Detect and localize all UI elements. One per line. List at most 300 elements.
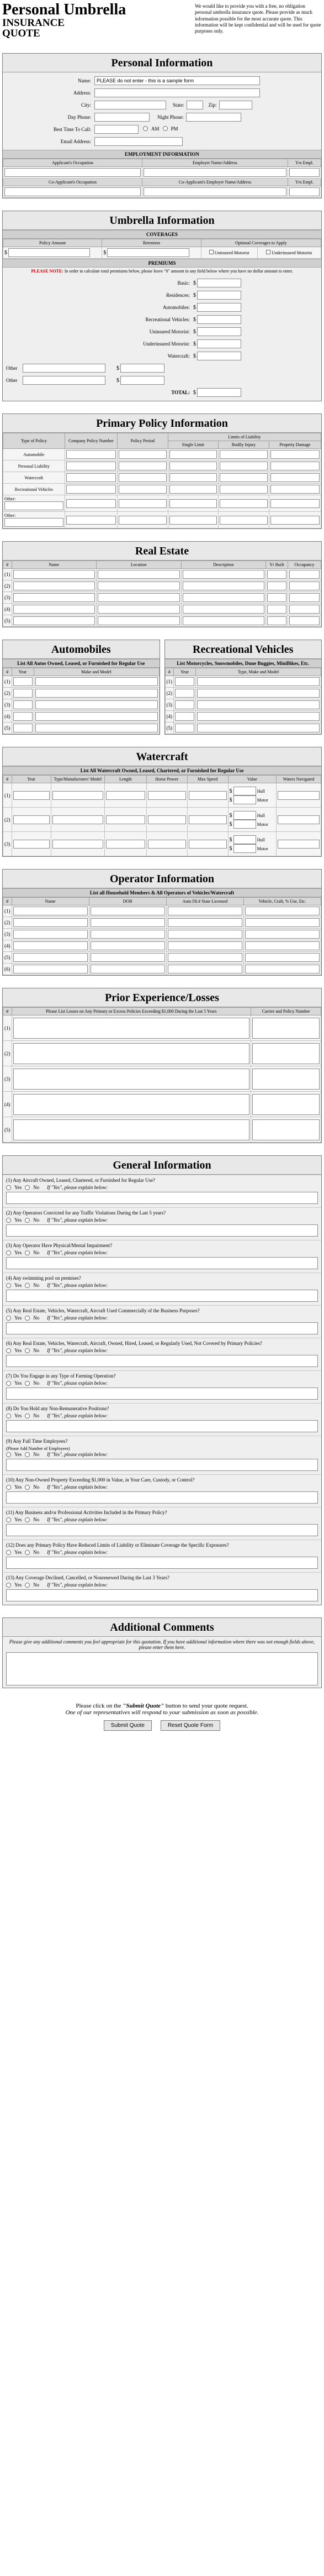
op-license-field[interactable] xyxy=(168,965,242,973)
wc-motor-value-field[interactable] xyxy=(233,795,256,804)
am-radio[interactable] xyxy=(143,126,148,131)
yes-radio[interactable] xyxy=(6,1348,11,1353)
op-dob-field[interactable] xyxy=(91,930,165,939)
explanation-textarea[interactable] xyxy=(6,1290,318,1302)
wc-motor-value-field[interactable] xyxy=(233,844,256,853)
question-text: (9) Any Full Time Employees? xyxy=(6,1438,68,1444)
retention-field[interactable] xyxy=(107,248,189,257)
re-occupancy-field[interactable] xyxy=(289,605,320,614)
primary-number-field[interactable] xyxy=(66,462,116,470)
auto-year-field[interactable] xyxy=(13,689,33,698)
premium-underinsured-field[interactable] xyxy=(197,339,241,348)
auto-year-field[interactable] xyxy=(13,700,33,709)
primary-number-field[interactable] xyxy=(66,499,116,508)
re-occupancy-field[interactable] xyxy=(289,582,320,590)
rv-col-index: # xyxy=(165,668,174,676)
wc-row-index: (3) xyxy=(3,832,12,856)
rv-row-index: (1) xyxy=(165,676,174,688)
primary-period-field[interactable] xyxy=(119,485,167,494)
primary-single-field[interactable] xyxy=(169,516,217,525)
comments-textarea[interactable] xyxy=(6,1652,318,1685)
premium-rv-field[interactable] xyxy=(197,315,241,324)
prior-col-index: # xyxy=(3,1008,12,1015)
rv-col-type: Type, Make and Model xyxy=(196,668,321,676)
rv-year-field[interactable] xyxy=(175,677,194,686)
op-name-field[interactable] xyxy=(13,941,88,950)
limit-col-bodily: Bodily Injury xyxy=(219,441,269,449)
primary-bodily-field[interactable] xyxy=(220,450,268,459)
no-label: No xyxy=(33,1380,40,1386)
rv-type-field[interactable] xyxy=(197,712,320,721)
wc-waters-field[interactable] xyxy=(278,840,320,849)
prior-loss-field[interactable] xyxy=(13,1043,250,1064)
explanation-textarea[interactable] xyxy=(6,1192,318,1204)
primary-row-label: Watercraft xyxy=(3,472,65,484)
wc-hull-label: Hull xyxy=(257,813,265,818)
op-vehicle-field[interactable] xyxy=(245,965,320,973)
wc-length-field[interactable] xyxy=(106,791,145,800)
title-line-1: Personal Umbrella xyxy=(2,1,126,18)
premium-uninsured-field[interactable] xyxy=(197,327,241,336)
premium-row: Uninsured Motorist: $ xyxy=(6,326,318,338)
personal-information-section xyxy=(2,53,322,198)
premium-label: Underinsured Motorist: xyxy=(143,341,190,347)
primary-property-field[interactable] xyxy=(270,516,320,525)
primary-bodily-field[interactable] xyxy=(220,473,268,482)
wc-waters-field[interactable] xyxy=(278,815,320,824)
wc-hp-field[interactable] xyxy=(148,815,186,824)
wc-hp-field[interactable] xyxy=(148,791,186,800)
primary-other-cell xyxy=(3,495,65,512)
zip-field[interactable] xyxy=(219,101,252,109)
no-radio[interactable] xyxy=(25,1316,30,1321)
co-applicant-employer-field[interactable] xyxy=(144,187,286,196)
submit-instruction-suffix: button to send your quote request. xyxy=(165,1703,248,1709)
premium-row: Underinsured Motorist: $ xyxy=(6,338,318,350)
wc-speed-field[interactable] xyxy=(189,840,227,849)
op-row-index: (6) xyxy=(3,964,12,975)
prior-loss-field[interactable] xyxy=(13,1094,250,1115)
auto-make-field[interactable] xyxy=(35,700,158,709)
wc-speed-field[interactable] xyxy=(189,791,227,800)
yes-no-row xyxy=(6,1380,318,1386)
yes-label: Yes xyxy=(14,1250,22,1255)
no-radio[interactable] xyxy=(25,1218,30,1223)
policy-amount-field[interactable] xyxy=(8,248,90,257)
premium-basic-field[interactable] xyxy=(197,279,241,287)
prior-col-carrier: Carrier and Policy Number xyxy=(251,1008,321,1015)
re-description-field[interactable] xyxy=(183,605,265,614)
primary-bodily-field[interactable] xyxy=(220,462,268,470)
rv-type-field[interactable] xyxy=(197,677,320,686)
op-license-field[interactable] xyxy=(168,941,242,950)
auto-col-index: # xyxy=(3,668,12,676)
question-block xyxy=(3,1175,321,1207)
wc-year-field[interactable] xyxy=(13,815,50,824)
night-phone-field[interactable] xyxy=(186,113,241,122)
email-row xyxy=(6,135,318,148)
re-description-field[interactable] xyxy=(183,593,265,602)
question-block xyxy=(3,1240,321,1273)
primary-bodily-field[interactable] xyxy=(220,485,268,494)
yes-label: Yes xyxy=(14,1517,22,1522)
prior-carrier-field[interactable] xyxy=(252,1094,320,1115)
no-radio[interactable] xyxy=(25,1185,30,1190)
yes-radio[interactable] xyxy=(6,1218,11,1223)
additional-comments-section xyxy=(2,1617,322,1688)
submit-quote-button[interactable]: Submit Quote xyxy=(104,1720,152,1731)
explanation-textarea[interactable] xyxy=(6,1322,318,1334)
no-radio[interactable] xyxy=(25,1413,30,1418)
explain-label: If "Yes", please explain below: xyxy=(47,1282,108,1288)
primary-property-field[interactable] xyxy=(270,450,320,459)
explanation-textarea[interactable] xyxy=(6,1589,318,1601)
primary-property-field[interactable] xyxy=(270,499,320,508)
no-radio[interactable] xyxy=(25,1381,30,1386)
title-line-2: INSURANCE xyxy=(2,17,65,29)
op-vehicle-field[interactable] xyxy=(245,941,320,950)
question-text: (2) Any Operators Convicted for any Traffic Violations During the Last 5 years? xyxy=(6,1210,166,1216)
op-dob-field[interactable] xyxy=(91,907,165,915)
question-block xyxy=(3,1436,321,1474)
primary-period-field[interactable] xyxy=(119,516,167,525)
pm-radio[interactable] xyxy=(163,126,168,131)
re-occupancy-field[interactable] xyxy=(289,616,320,625)
no-label: No xyxy=(33,1484,40,1490)
co-applicant-occupation-field[interactable] xyxy=(4,187,141,196)
prior-carrier-field[interactable] xyxy=(252,1069,320,1090)
primary-number-field[interactable] xyxy=(66,473,116,482)
name-label: Name: xyxy=(78,78,91,83)
applicant-years-field[interactable] xyxy=(289,168,320,177)
personal-section-title: Personal Information xyxy=(3,54,321,72)
co-applicant-years-field[interactable] xyxy=(289,187,320,196)
applicant-occupation-field[interactable] xyxy=(4,168,141,177)
no-radio[interactable] xyxy=(25,1550,30,1555)
coverages-table: Policy Amount Retention Optional Coverages to Apply $ $ Uninsured Motorist Underinsured Motorist xyxy=(3,239,321,259)
re-year-field[interactable] xyxy=(267,605,286,614)
yes-no-row xyxy=(6,1282,318,1288)
yes-radio[interactable] xyxy=(6,1452,11,1457)
wc-length-field[interactable] xyxy=(106,815,145,824)
applicant-employer-field[interactable] xyxy=(144,168,286,177)
wc-type-field[interactable] xyxy=(52,791,103,800)
prior-row-index: (1) xyxy=(3,1015,12,1041)
prior-losses-table xyxy=(3,1007,321,1143)
rv-year-field[interactable] xyxy=(175,689,194,698)
yes-radio[interactable] xyxy=(6,1381,11,1386)
yes-no-row xyxy=(6,1413,318,1418)
primary-period-field[interactable] xyxy=(119,450,167,459)
auto-make-field[interactable] xyxy=(35,724,158,732)
re-location-field[interactable] xyxy=(98,582,180,590)
premium-automobiles-field[interactable] xyxy=(197,303,241,312)
zip-label: Zip: xyxy=(208,102,217,108)
primary-other-field[interactable] xyxy=(4,518,63,527)
auto-year-field[interactable] xyxy=(13,724,33,732)
auto-make-field[interactable] xyxy=(35,677,158,686)
op-name-field[interactable] xyxy=(13,918,88,927)
rv-type-field[interactable] xyxy=(197,689,320,698)
re-occupancy-field[interactable] xyxy=(289,570,320,579)
premium-label: Automobiles: xyxy=(163,305,190,310)
premium-total-field[interactable] xyxy=(197,388,241,397)
limit-col-single: Single Limit xyxy=(168,441,218,449)
premium-other-row: Other $ xyxy=(6,374,318,386)
premium-other-row: Other $ xyxy=(6,362,318,374)
rv-year-field[interactable] xyxy=(175,712,194,721)
re-row-index: (2) xyxy=(3,580,12,592)
yes-radio[interactable] xyxy=(6,1550,11,1555)
yes-no-row xyxy=(6,1217,318,1223)
yes-radio[interactable] xyxy=(6,1283,11,1288)
prior-carrier-field[interactable] xyxy=(252,1043,320,1064)
other-desc-field-1[interactable] xyxy=(23,364,105,373)
premium-row: Automobiles: $ xyxy=(6,301,318,313)
rv-type-field[interactable] xyxy=(197,724,320,732)
auto-year-field[interactable] xyxy=(13,677,33,686)
op-vehicle-field[interactable] xyxy=(245,953,320,962)
no-label: No xyxy=(33,1517,40,1522)
wc-type-field[interactable] xyxy=(52,815,103,824)
op-name-field[interactable] xyxy=(13,965,88,973)
op-dob-field[interactable] xyxy=(91,965,165,973)
explanation-textarea[interactable] xyxy=(6,1257,318,1269)
primary-period-field[interactable] xyxy=(119,462,167,470)
rv-year-field[interactable] xyxy=(175,724,194,732)
premium-label: Watercraft: xyxy=(167,353,190,359)
submit-instruction xyxy=(2,1703,322,1709)
op-license-field[interactable] xyxy=(168,953,242,962)
explanation-textarea[interactable] xyxy=(6,1224,318,1237)
question-list xyxy=(3,1175,321,1605)
wc-motor-value-field[interactable] xyxy=(233,820,256,829)
yes-radio[interactable] xyxy=(6,1485,11,1490)
re-col-year: Yr Built xyxy=(266,561,288,569)
premium-residences-field[interactable] xyxy=(197,291,241,300)
prior-losses-section xyxy=(2,988,322,1143)
primary-row-label: Personal Liability xyxy=(3,460,65,472)
explanation-textarea[interactable] xyxy=(6,1420,318,1432)
wc-hull-value-field[interactable] xyxy=(233,787,256,795)
no-radio[interactable] xyxy=(25,1283,30,1288)
question-text: (8) Do You Hold any Non-Remunerative Positions? xyxy=(6,1406,109,1411)
wc-motor-label: Motor xyxy=(257,821,268,827)
re-year-field[interactable] xyxy=(267,616,286,625)
operator-information-section xyxy=(2,869,322,976)
other-desc-field-2[interactable] xyxy=(23,376,105,385)
re-occupancy-field[interactable] xyxy=(289,593,320,602)
rv-type-field[interactable] xyxy=(197,700,320,709)
email-field[interactable] xyxy=(94,137,183,146)
yes-label: Yes xyxy=(14,1452,22,1457)
yes-radio[interactable] xyxy=(6,1517,11,1522)
op-vehicle-field[interactable] xyxy=(245,918,320,927)
re-description-field[interactable] xyxy=(183,570,265,579)
re-location-field[interactable] xyxy=(98,616,180,625)
comments-instruction: Please give any additional comments you feel appropriate for this quotation. If you have additional information where there was not enough fields above, please enter them here. xyxy=(9,1639,315,1650)
wc-speed-field[interactable] xyxy=(189,815,227,824)
wc-hull-value-field[interactable] xyxy=(233,835,256,844)
no-radio[interactable] xyxy=(25,1583,30,1588)
automobiles-table xyxy=(3,668,160,734)
primary-single-field[interactable] xyxy=(169,450,217,459)
best-time-field[interactable] xyxy=(94,125,139,134)
explanation-textarea[interactable] xyxy=(6,1459,318,1471)
other-amount-field-2[interactable] xyxy=(120,376,164,385)
re-name-field[interactable] xyxy=(13,605,95,614)
rv-year-field[interactable] xyxy=(175,700,194,709)
yes-radio[interactable] xyxy=(6,1185,11,1190)
re-year-field[interactable] xyxy=(267,582,286,590)
op-name-field[interactable] xyxy=(13,953,88,962)
question-text: (4) Any swimming pool on premises? xyxy=(6,1275,81,1281)
primary-single-field[interactable] xyxy=(169,462,217,470)
question-text: (11) Any Business and/or Professional Activities Included in the Primary Policy? xyxy=(6,1510,167,1515)
submit-instruction-button-name: "Submit Quote" xyxy=(123,1703,164,1709)
explain-label: If "Yes", please explain below: xyxy=(47,1484,108,1490)
wc-year-field[interactable] xyxy=(13,840,50,849)
wc-col-length: Length xyxy=(105,776,146,783)
op-dob-field[interactable] xyxy=(91,953,165,962)
premium-row: Watercraft: $ xyxy=(6,350,318,362)
no-radio[interactable] xyxy=(25,1485,30,1490)
op-dob-field[interactable] xyxy=(91,918,165,927)
re-year-field[interactable] xyxy=(267,593,286,602)
primary-property-field[interactable] xyxy=(270,485,320,494)
primary-period-field[interactable] xyxy=(119,473,167,482)
other-amount-field-1[interactable] xyxy=(120,364,164,373)
primary-single-field[interactable] xyxy=(169,485,217,494)
co-col-occupation: Co-Applicant's Occupation xyxy=(3,179,142,186)
explanation-textarea[interactable] xyxy=(6,1491,318,1504)
re-year-field[interactable] xyxy=(267,570,286,579)
yes-radio[interactable] xyxy=(6,1583,11,1588)
retention-header: Retention xyxy=(102,239,201,247)
no-radio[interactable] xyxy=(25,1348,30,1353)
op-col-license: Auto DL# State Licensed xyxy=(166,898,243,905)
yes-radio[interactable] xyxy=(6,1316,11,1321)
re-col-name: Name xyxy=(12,561,97,569)
explanation-textarea[interactable] xyxy=(6,1388,318,1400)
no-radio[interactable] xyxy=(25,1250,30,1255)
premium-watercraft-field[interactable] xyxy=(197,352,241,360)
op-col-dob: DOB xyxy=(89,898,166,905)
explanation-textarea[interactable] xyxy=(6,1355,318,1367)
op-vehicle-field[interactable] xyxy=(245,907,320,915)
re-col-location: Location xyxy=(97,561,182,569)
op-license-field[interactable] xyxy=(168,918,242,927)
wc-col-waters: Waters Navigated xyxy=(277,776,321,783)
prior-loss-field[interactable] xyxy=(13,1069,250,1090)
primary-property-field[interactable] xyxy=(270,462,320,470)
re-location-field[interactable] xyxy=(98,593,180,602)
day-phone-field[interactable] xyxy=(94,113,150,122)
wc-hp-field[interactable] xyxy=(148,840,186,849)
name-field[interactable] xyxy=(94,76,260,85)
primary-period-field[interactable] xyxy=(119,499,167,508)
prior-carrier-field[interactable] xyxy=(252,1018,320,1039)
op-license-field[interactable] xyxy=(168,907,242,915)
re-location-field[interactable] xyxy=(98,605,180,614)
comments-title: Additional Comments xyxy=(3,1618,321,1637)
op-license-field[interactable] xyxy=(168,930,242,939)
re-description-field[interactable] xyxy=(183,582,265,590)
wc-type-field[interactable] xyxy=(52,840,103,849)
prior-loss-field[interactable] xyxy=(13,1119,250,1140)
total-label: TOTAL: xyxy=(171,390,190,395)
wc-length-field[interactable] xyxy=(106,840,145,849)
city-field[interactable] xyxy=(94,101,166,109)
premium-note xyxy=(3,268,321,275)
no-radio[interactable] xyxy=(25,1517,30,1522)
wc-waters-field[interactable] xyxy=(278,791,320,800)
yes-radio[interactable] xyxy=(6,1250,11,1255)
primary-number-field[interactable] xyxy=(66,450,116,459)
primary-number-field[interactable] xyxy=(66,485,116,494)
op-vehicle-field[interactable] xyxy=(245,930,320,939)
re-name-field[interactable] xyxy=(13,570,95,579)
primary-property-field[interactable] xyxy=(270,473,320,482)
re-name-field[interactable] xyxy=(13,616,95,625)
uninsured-checkbox[interactable] xyxy=(209,250,214,254)
no-radio[interactable] xyxy=(25,1452,30,1457)
question-text: (3) Any Operator Have Physical/Mental Impairment? xyxy=(6,1243,113,1248)
op-name-field[interactable] xyxy=(13,930,88,939)
underinsured-checkbox[interactable] xyxy=(266,250,270,254)
op-row-index: (3) xyxy=(3,929,12,940)
operator-table xyxy=(3,897,321,975)
auto-make-field[interactable] xyxy=(35,712,158,721)
primary-bodily-field[interactable] xyxy=(220,516,268,525)
title-line-3: QUOTE xyxy=(2,28,40,39)
re-description-field[interactable] xyxy=(183,616,265,625)
op-name-field[interactable] xyxy=(13,907,88,915)
primary-single-field[interactable] xyxy=(169,473,217,482)
re-location-field[interactable] xyxy=(98,570,180,579)
yes-radio[interactable] xyxy=(6,1413,11,1418)
explanation-textarea[interactable] xyxy=(6,1557,318,1569)
premiums-body xyxy=(3,275,321,401)
wc-hull-value-field[interactable] xyxy=(233,811,256,820)
auto-year-field[interactable] xyxy=(13,712,33,721)
op-dob-field[interactable] xyxy=(91,941,165,950)
primary-single-field[interactable] xyxy=(169,499,217,508)
primary-bodily-field[interactable] xyxy=(220,499,268,508)
primary-number-field[interactable] xyxy=(66,516,116,525)
prior-loss-field[interactable] xyxy=(13,1018,250,1039)
state-field[interactable] xyxy=(187,101,203,109)
address-field[interactable] xyxy=(94,88,260,97)
re-name-field[interactable] xyxy=(13,593,95,602)
rv-title: Recreational Vehicles xyxy=(165,640,322,659)
question-block xyxy=(3,1474,321,1507)
primary-col-type: Type of Policy xyxy=(3,433,65,449)
page-title xyxy=(2,2,126,39)
submit-instruction-prefix: Please click on the xyxy=(76,1703,121,1709)
primary-other-field[interactable] xyxy=(4,501,63,510)
real-estate-table xyxy=(3,561,321,627)
no-label: No xyxy=(33,1185,40,1190)
wc-year-field[interactable] xyxy=(13,791,50,800)
wc-row-index: (1) xyxy=(3,783,12,808)
yes-no-row xyxy=(6,1582,318,1588)
auto-make-field[interactable] xyxy=(35,689,158,698)
explanation-textarea[interactable] xyxy=(6,1524,318,1536)
reset-form-button[interactable]: Reset Quote Form xyxy=(161,1720,220,1731)
re-name-field[interactable] xyxy=(13,582,95,590)
prior-carrier-field[interactable] xyxy=(252,1119,320,1140)
